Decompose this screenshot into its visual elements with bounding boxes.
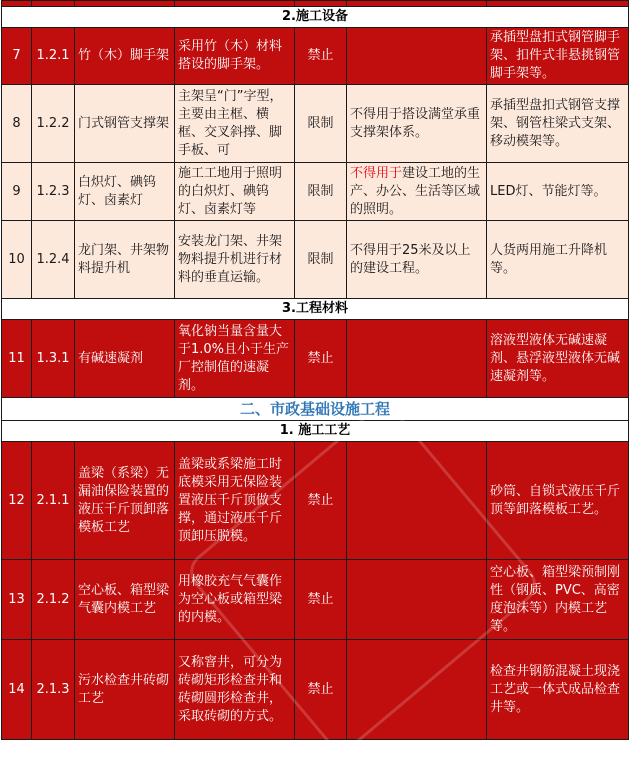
- row-status: 限制: [295, 163, 347, 221]
- row-number: 10: [2, 221, 32, 299]
- row-status: 禁止: [295, 640, 347, 740]
- table-row: [2, 85, 629, 163]
- row-alternative: 人货两用施工升降机等。: [487, 221, 629, 299]
- row-name: 白炽灯、碘钨灯、卤素灯: [75, 163, 175, 221]
- row-description: 采用竹（木）材料搭设的脚手架。: [175, 28, 295, 85]
- row-status: 限制: [295, 85, 347, 163]
- table-row: [2, 560, 629, 640]
- row-limit: 不得用于25米及以上的建设工程。: [347, 221, 487, 299]
- row-status: 禁止: [295, 28, 347, 85]
- section-header-process: 1. 施工工艺: [2, 421, 629, 442]
- section-header-municipal: 二、市政基础设施工程: [2, 398, 629, 421]
- row-code: 2.1.2: [32, 560, 75, 640]
- section-header-materials: 3.工程材料: [2, 299, 629, 320]
- row-status: 限制: [295, 221, 347, 299]
- row-description: 盖梁或系梁施工时底模采用无保险装置液压千斤顶做支撑，通过液压千斤顶卸压脱模。: [175, 442, 295, 560]
- row-alternative: 检查井钢筋混凝土现浇工艺或一体式成品检查井等。: [487, 640, 629, 740]
- row-limit: 不得用于建设工地的生产、办公、生活等区域的照明。: [347, 163, 487, 221]
- row-status: 禁止: [295, 442, 347, 560]
- row-name: 竹（木）脚手架: [75, 28, 175, 85]
- row-status: 禁止: [295, 560, 347, 640]
- row-limit: [347, 320, 487, 398]
- row-alternative: 溶液型液体无碱速凝剂、悬浮液型液体无碱速凝剂等。: [487, 320, 629, 398]
- regulation-table: [1, 0, 629, 740]
- row-alternative: 砂筒、自锁式液压千斤顶等卸落模板工艺。: [487, 442, 629, 560]
- row-number: 11: [2, 320, 32, 398]
- table-row: [2, 163, 629, 221]
- row-alternative: 空心板、箱型梁预制刚性（钢质、PVC、高密度泡沫等）内模工艺等。: [487, 560, 629, 640]
- row-code: 1.2.4: [32, 221, 75, 299]
- row-description: 氧化钠当量含量大于1.0%且小于生产厂控制值的速凝剂。: [175, 320, 295, 398]
- row-code: 1.3.1: [32, 320, 75, 398]
- table-row: [2, 28, 629, 85]
- row-status: 禁止: [295, 320, 347, 398]
- row-name: 盖梁（系梁）无漏油保险装置的液压千斤顶卸落模板工艺: [75, 442, 175, 560]
- row-number: 8: [2, 85, 32, 163]
- row-name: 龙门架、井架物料提升机: [75, 221, 175, 299]
- row-number: 9: [2, 163, 32, 221]
- row-description: 施工工地用于照明的白炽灯、碘钨灯、卤素灯等: [175, 163, 295, 221]
- row-code: 2.1.3: [32, 640, 75, 740]
- row-number: 12: [2, 442, 32, 560]
- table-row: [2, 320, 629, 398]
- row-alternative: 承插型盘扣式钢管支撑架、钢管柱梁式支架、移动模架等。: [487, 85, 629, 163]
- row-description: 又称窨井，可分为砖砌矩形检查井和砖砌圆形检查井，采取砖砌的方式。: [175, 640, 295, 740]
- row-code: 1.2.2: [32, 85, 75, 163]
- row-description: 安装龙门架、井架物料提升机进行材料的垂直运输。: [175, 221, 295, 299]
- row-name: 空心板、箱型梁气囊内模工艺: [75, 560, 175, 640]
- table-row: [2, 640, 629, 740]
- row-limit: [347, 560, 487, 640]
- row-code: 1.2.3: [32, 163, 75, 221]
- row-code: 2.1.1: [32, 442, 75, 560]
- row-number: 7: [2, 28, 32, 85]
- row-alternative: 承插型盘扣式钢管脚手架、扣件式非悬挑钢管脚手架等。: [487, 28, 629, 85]
- table-row: [2, 442, 629, 560]
- row-name: 门式钢管支撑架: [75, 85, 175, 163]
- row-code: 1.2.1: [32, 28, 75, 85]
- section-header-equipment: 2.施工设备: [2, 7, 629, 28]
- row-name: 污水检查井砖砌工艺: [75, 640, 175, 740]
- row-alternative: LED灯、节能灯等。: [487, 163, 629, 221]
- row-name: 有碱速凝剂: [75, 320, 175, 398]
- row-description: 主架呈“门”字型，主要由主框、横框、交叉斜撑、脚手板、可: [175, 85, 295, 163]
- row-number: 13: [2, 560, 32, 640]
- row-limit: [347, 442, 487, 560]
- row-limit: 不得用于搭设满堂承重支撑架体系。: [347, 85, 487, 163]
- row-number: 14: [2, 640, 32, 740]
- table-row: [2, 221, 629, 299]
- row-limit: [347, 28, 487, 85]
- row-limit: [347, 640, 487, 740]
- row-description: 用橡胶充气气囊作为空心板或箱型梁的内模。: [175, 560, 295, 640]
